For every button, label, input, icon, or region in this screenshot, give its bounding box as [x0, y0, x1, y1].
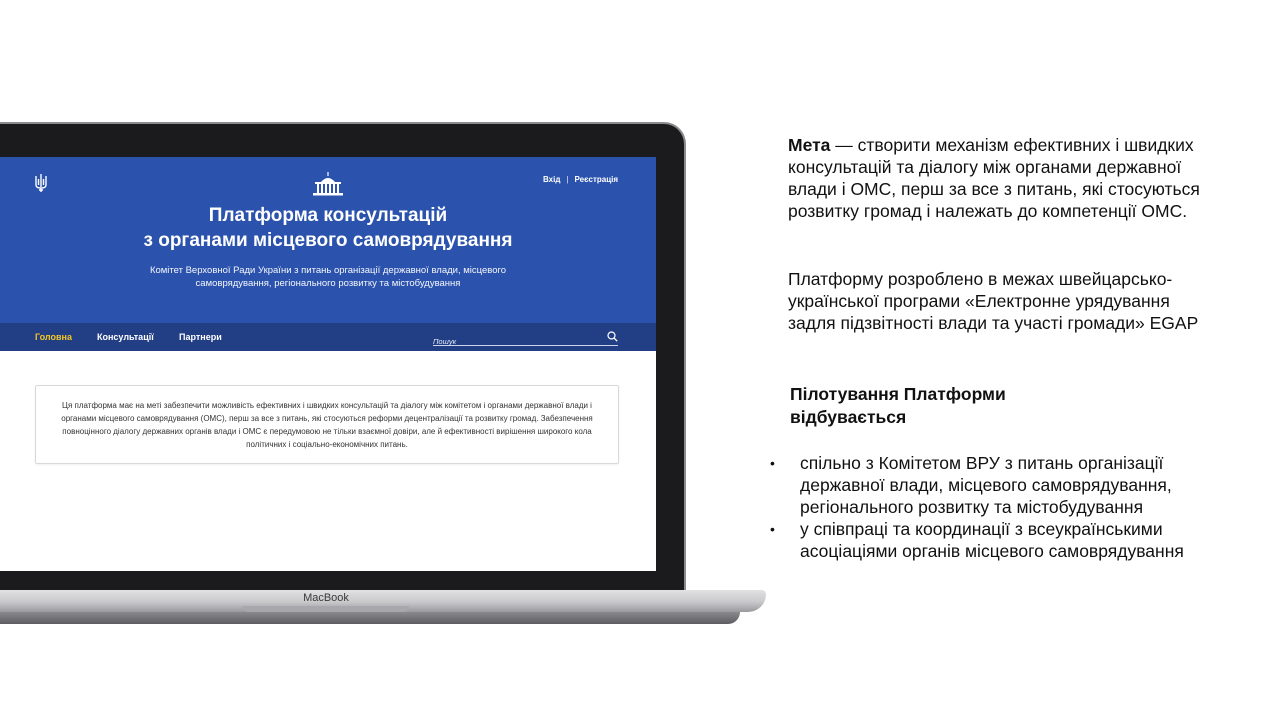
- intro-card: [35, 385, 619, 464]
- developed-paragraph: Платформу розроблено в межах швейцарсько-української програми «Електронне урядування задля підзвітності влади та участі громади» EGAP: [788, 269, 1199, 333]
- bullet-icon: •: [770, 455, 775, 471]
- search-icon[interactable]: [607, 331, 618, 342]
- laptop-base-edge: [0, 612, 740, 624]
- auth-separator: |: [566, 175, 569, 184]
- search-input[interactable]: [433, 337, 593, 346]
- parliament-building-icon[interactable]: [311, 172, 345, 198]
- list-item: [770, 518, 1200, 562]
- pilot-list: [770, 452, 1200, 562]
- goal-label: Мета: [788, 135, 831, 155]
- laptop-brand-label: MacBook: [303, 592, 349, 604]
- auth-links: [543, 175, 618, 184]
- site-title-line-1: Платформа консультацій: [208, 205, 448, 226]
- site-nav: [0, 323, 656, 351]
- site-subtitle: [120, 264, 536, 290]
- register-link[interactable]: Реєстрація: [574, 175, 618, 184]
- nav-item-home[interactable]: Головна: [35, 332, 72, 342]
- nav-item-partners[interactable]: Партнери: [179, 332, 222, 342]
- goal-paragraph: [788, 134, 1208, 222]
- list-item-text: спільно з Комітетом ВРУ з питань організації державної влади, місцевого самоврядування, регіонального розвитку та містобудування: [800, 453, 1172, 517]
- site-hero: [0, 157, 656, 323]
- goal-text: — створити механізм ефективних і швидких консультацій та діалогу між органами державної влади і ОМС, перш за все з питань, які стосуються розвитку громад і належать до компетенції ОМС.: [788, 135, 1200, 221]
- list-item-text: у співпраці та координації з всеукраїнськими асоціаціями органів місцевого самоврядування: [800, 519, 1184, 561]
- pilot-heading: Пілотування Платформи відбувається: [790, 384, 1006, 427]
- search-box: [433, 331, 618, 346]
- site-title: [0, 203, 656, 253]
- site-title-line-2: з органами місцевого самоврядування: [143, 230, 513, 251]
- login-link[interactable]: Вхід: [542, 175, 561, 184]
- laptop-screen: [0, 157, 656, 571]
- nav-item-consultations[interactable]: Консультації: [97, 332, 154, 342]
- bullet-icon: •: [770, 521, 775, 537]
- trident-emblem-icon[interactable]: [34, 173, 48, 193]
- list-item: [770, 452, 1200, 518]
- site-subtitle-line-1: Комітет Верховної Ради України з питань організації державної влади, місцевого: [149, 265, 507, 276]
- intro-text: Ця платформа має на меті забезпечити можливість ефективних і швидких консультацій та діалогу між комітетом і органами державної влади і органами місцевого самоврядування (ОМС), перш за все з питань, які стосуються реформи децентралізації та розвитку громад. Забезпечення повноцінного діалогу державних органів влади і ОМС є передумовою не тільки взаємної довіри, але й ефективності вирішення широкого кола політичних і соціально-економічних питань.: [61, 401, 593, 449]
- site-subtitle-line-2: самоврядування, регіонального розвитку та містобудування: [195, 278, 461, 289]
- laptop-notch: [243, 606, 409, 612]
